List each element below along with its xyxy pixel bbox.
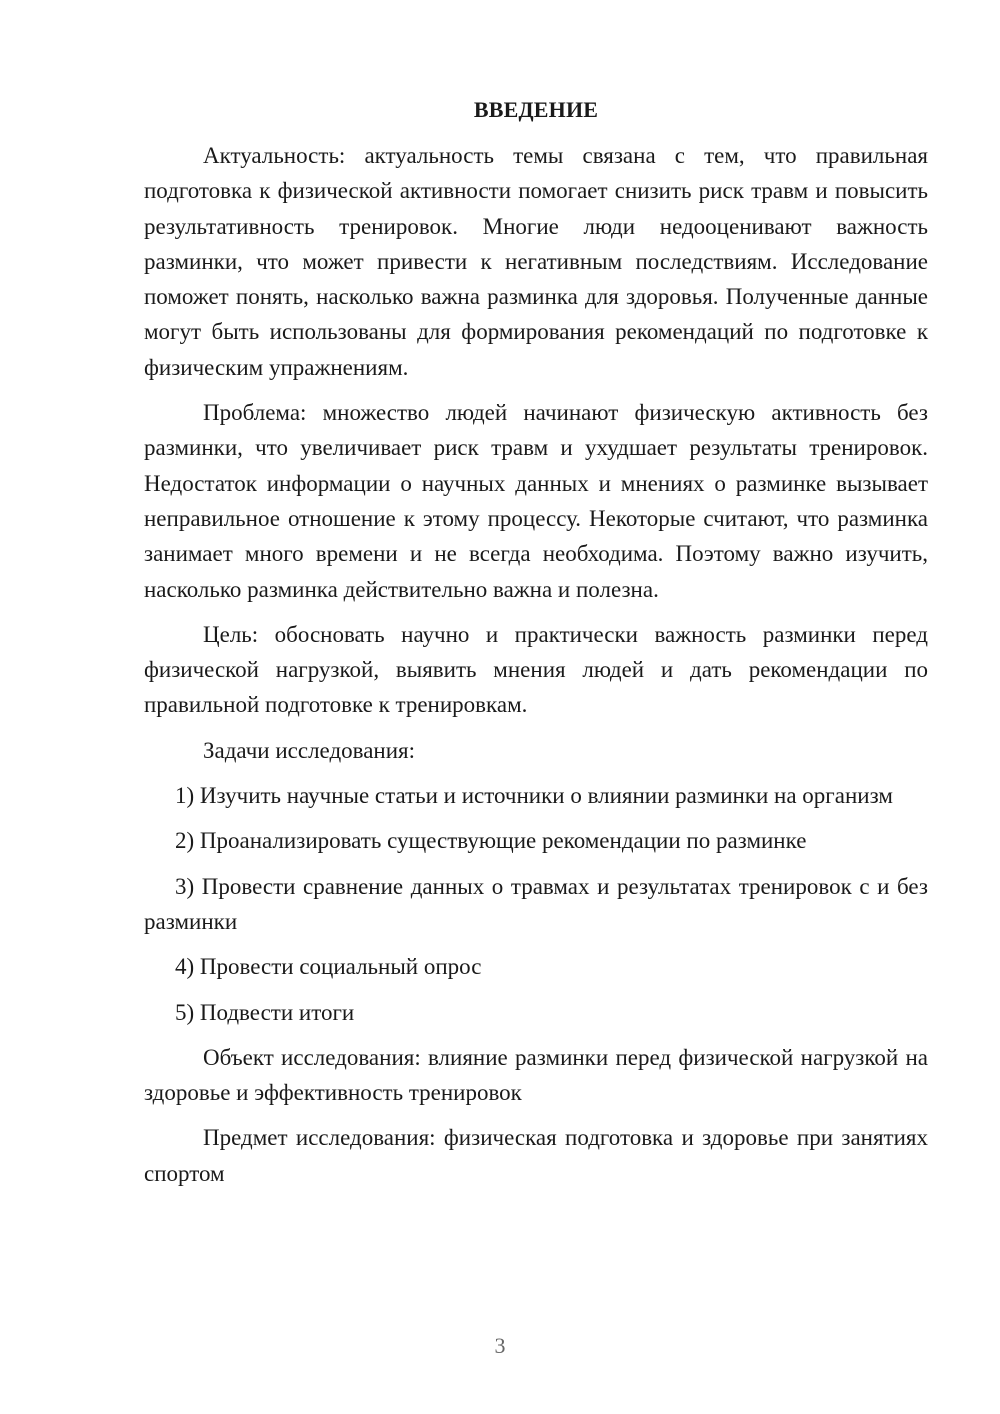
paragraph-problem: Проблема: множество людей начинают физическую активность без разминки, что увеличивает риск травм и ухудшает результаты тренировок. Недостаток информации о научных данных и мнениях о разминке вызывает неправильное отношение к этому процессу. Некоторые считают, что разминка занимает много времени и не всегда необходима. Поэтому важно изучить, насколько разминка действительно важна и полезна.: [144, 400, 928, 602]
task-item: 5) Подвести итоги: [175, 999, 355, 1025]
task-item: 3) Провести сравнение данных о травмах и результатах тренировок с и без разминки: [144, 873, 928, 934]
section-title: ВВЕДЕНИЕ: [473, 97, 599, 122]
tasks-list: [144, 778, 928, 1030]
paragraph-relevance: Актуальность: актуальность темы связана с тем, что правильная подготовка к физической активности помогает снизить риск травм и повысить результативность тренировок. Многие люди недооценивают важность разминки, что может привести к негативным последствиям. Исследование поможет понять, насколько важна разминка для здоровья. Полученные данные могут быть использованы для формирования рекомендаций по подготовке к физическим упражнениям.: [144, 143, 928, 380]
page-number: 3: [494, 1333, 506, 1358]
paragraph-goal: Цель: обосновать научно и практически важность разминки перед физической нагрузкой, выявить мнения людей и дать рекомендации по правильной подготовке к тренировкам.: [144, 621, 928, 718]
task-item: 2) Проанализировать существующие рекомендации по разминке: [175, 828, 807, 854]
paragraph-subject: Предмет исследования: физическая подготовка и здоровье при занятиях спортом: [144, 1125, 928, 1186]
task-item: 1) Изучить научные статьи и источники о влиянии разминки на организм: [175, 783, 893, 809]
tasks-heading: Задачи исследования:: [203, 737, 416, 763]
task-item: 4) Провести социальный опрос: [175, 954, 482, 980]
paragraph-object: Объект исследования: влияние разминки перед физической нагрузкой на здоровье и эффективность тренировок: [144, 1044, 928, 1106]
page-content: [144, 92, 928, 1201]
